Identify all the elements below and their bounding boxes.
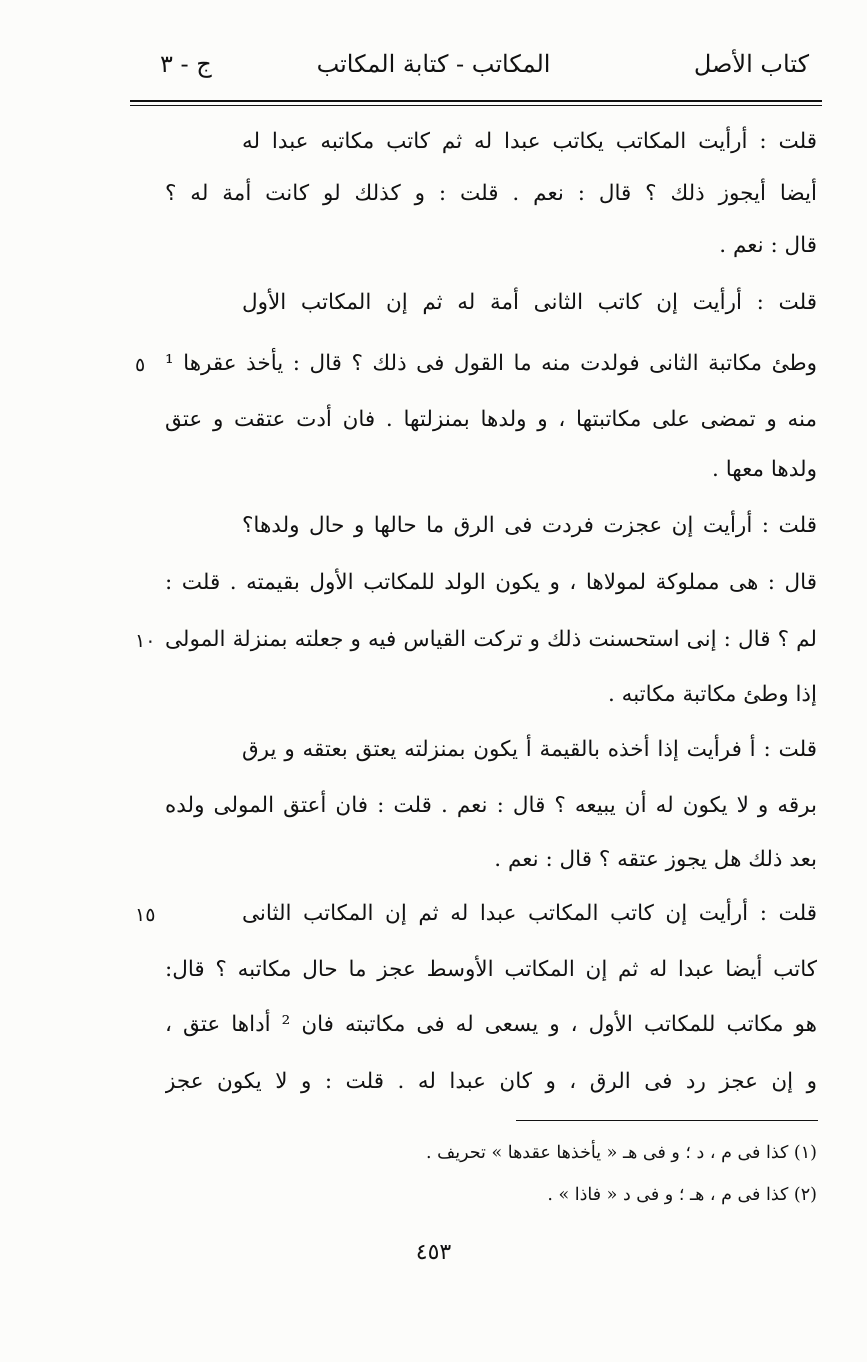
- line-number: ١٥: [135, 904, 156, 926]
- footnote: (٢) كذا فى م ، هـ ؛ و فى د « فاذا » .: [547, 1185, 817, 1205]
- text-line: قلت : أرأيت إن كاتب الثانى أمة له ثم إن المكاتب الأول: [242, 290, 817, 315]
- text-line: هو مكاتب للمكاتب الأول ، و يسعى له فى مكاتبته فان ² أداها عتق ،: [165, 1012, 817, 1037]
- text-line: إذا وطئ مكاتبة مكاتبه .: [608, 682, 817, 707]
- text-line: وطئ مكاتبة الثانى فولدت منه ما القول فى ذلك ؟ قال : يأخذ عقرها ¹: [165, 351, 817, 376]
- header-rule-thin: [130, 105, 822, 106]
- volume-label: ج - ٣: [160, 50, 212, 78]
- footnote-rule: [516, 1120, 818, 1121]
- line-number: ١٠: [135, 630, 156, 652]
- line-number: ٥: [135, 354, 146, 376]
- text-line: قلت : أرأيت المكاتب يكاتب عبدا له ثم كاتب مكاتبه عبدا له: [242, 129, 817, 154]
- text-line: برقه و لا يكون له أن يبيعه ؟ قال : نعم . قلت : فان أعتق المولى ولده: [165, 793, 817, 818]
- text-line: قلت : أرأيت إن كاتب المكاتب عبدا له ثم إن المكاتب الثانى: [242, 901, 817, 926]
- text-line: منه و تمضى على مكاتبتها ، و ولدها بمنزلتها . فان أدت عتقت و عتق: [165, 407, 817, 432]
- text-line: قلت : أ فرأيت إذا أخذه بالقيمة أ يكون بمنزلته يعتق بعتقه و يرق: [242, 737, 817, 762]
- text-line: و إن عجز رد فى الرق ، و كان عبدا له . قلت : و لا يكون عجز: [165, 1069, 817, 1094]
- text-line: بعد ذلك هل يجوز عتقه ؟ قال : نعم .: [494, 847, 817, 872]
- text-line: لم ؟ قال : إنى استحسنت ذلك و تركت القياس فيه و جعلته بمنزلة المولى: [165, 627, 817, 652]
- header-rule-thick: [130, 100, 822, 102]
- text-line: قال : هى مملوكة لمولاها ، و يكون الولد للمكاتب الأول بقيمته . قلت :: [165, 570, 817, 595]
- text-line: كاتب أيضا عبدا له ثم إن المكاتب الأوسط عجز ما حال مكاتبه ؟ قال:: [165, 957, 817, 982]
- text-line: قلت : أرأيت إن عجزت فردت فى الرق ما حالها و حال ولدها؟: [242, 513, 817, 538]
- book-title: كتاب الأصل: [693, 50, 809, 78]
- text-line: أيضا أيجوز ذلك ؟ قال : نعم . قلت : و كذلك لو كانت أمة له ؟: [165, 181, 817, 206]
- chapter-title: المكاتب - كتابة المكاتب: [316, 50, 551, 78]
- page-number: ٤٥٣: [415, 1240, 452, 1265]
- footnote: (١) كذا فى م ، د ؛ و فى هـ « يأخذها عقدها » تحريف .: [425, 1143, 817, 1163]
- text-line: ولدها معها .: [712, 457, 817, 482]
- text-line: قال : نعم .: [719, 233, 817, 258]
